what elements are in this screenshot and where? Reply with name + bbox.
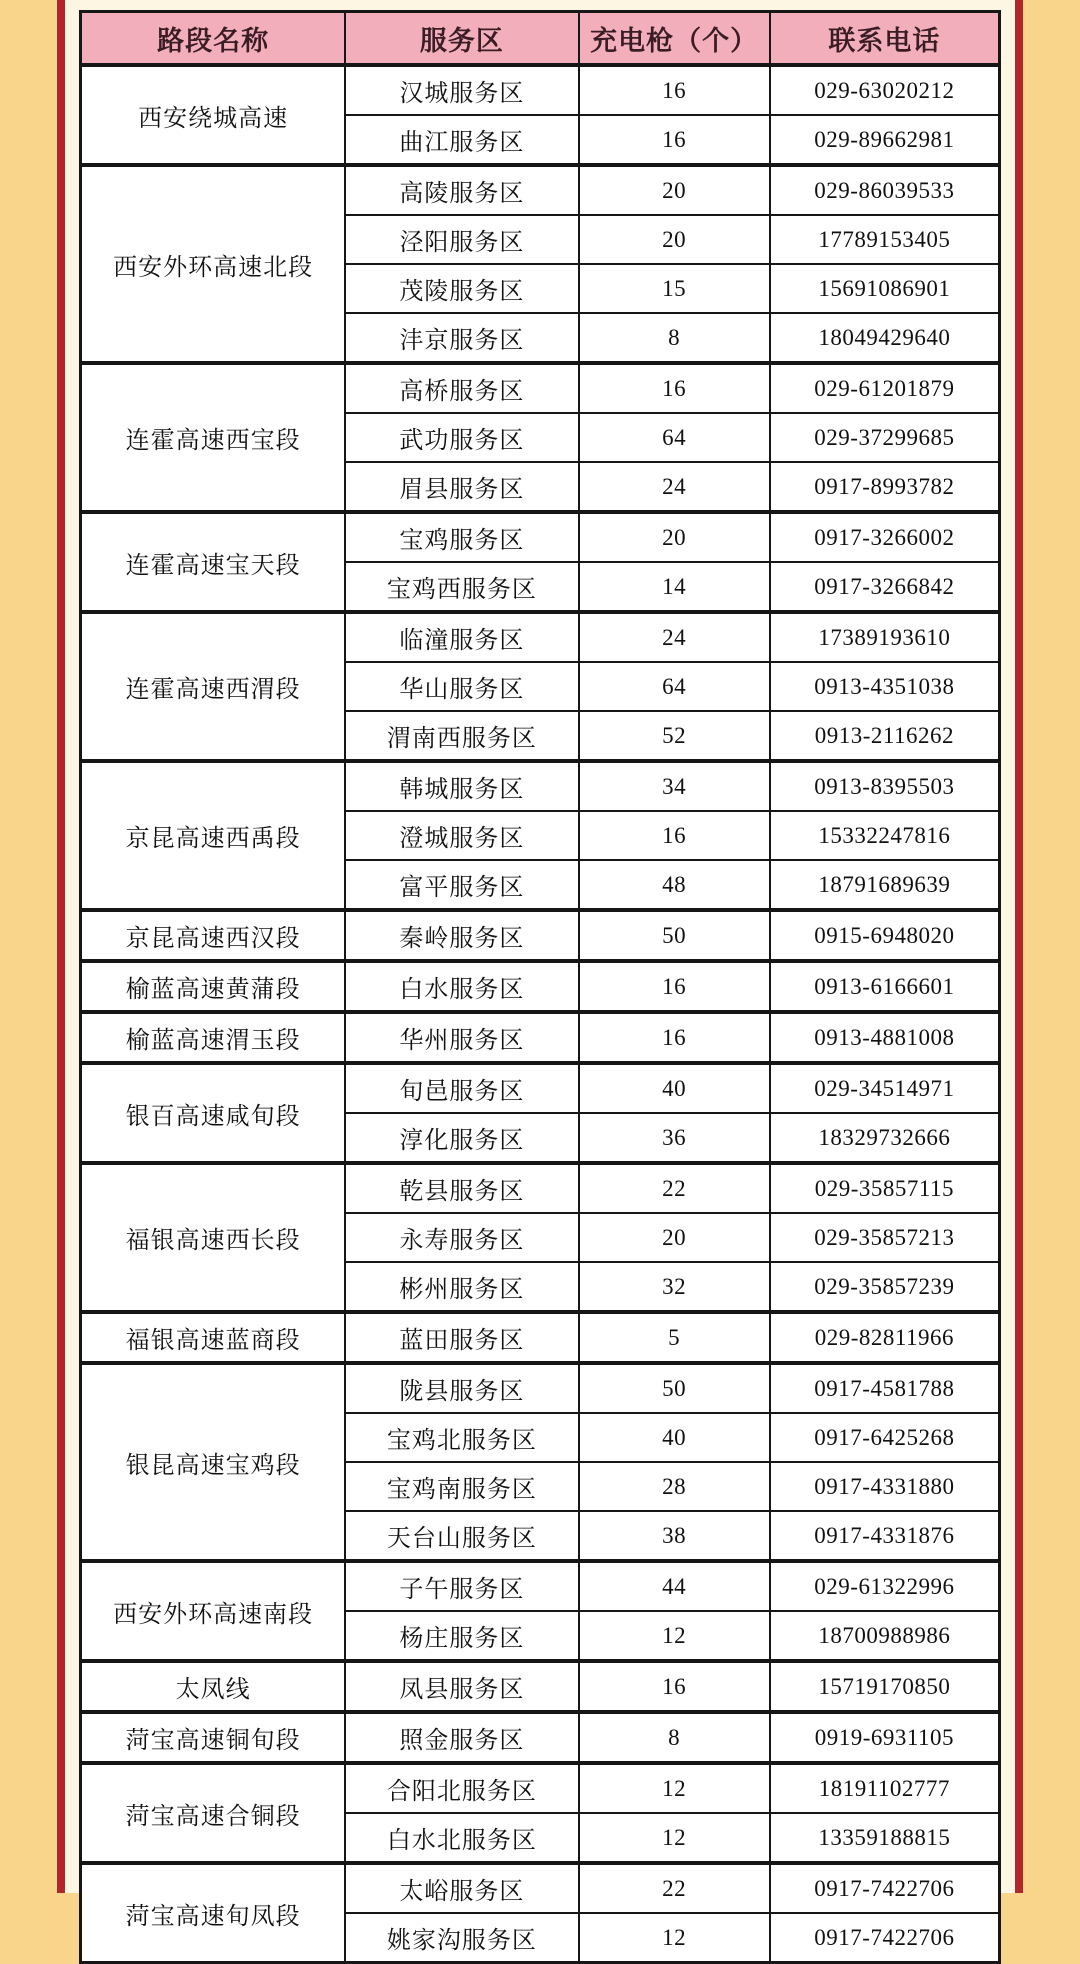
content-panel [57,0,1023,1954]
charging-stations-table [79,10,1001,1964]
gun-count-cell: 24 [579,462,770,512]
gun-count-cell: 32 [579,1262,770,1312]
road-section-cell: 菏宝高速合铜段 [81,1763,346,1863]
phone-cell: 0915-6948020 [770,910,1000,961]
table-header-row [81,12,1000,66]
road-section-cell: 西安绕城高速 [81,65,346,165]
service-area-cell: 渭南西服务区 [345,711,578,761]
phone-cell: 029-82811966 [770,1312,1000,1363]
column-header: 充电枪（个） [579,12,770,66]
gun-count-cell: 12 [579,1763,770,1813]
road-section-cell: 西安外环高速北段 [81,165,346,363]
phone-cell: 0917-7422706 [770,1913,1000,1963]
phone-cell: 15332247816 [770,811,1000,860]
gun-count-cell: 22 [579,1863,770,1913]
service-area-cell: 宝鸡西服务区 [345,562,578,612]
table-row [81,1312,1000,1363]
gun-count-cell: 16 [579,961,770,1012]
table-row [81,1712,1000,1763]
table-row [81,1863,1000,1913]
service-area-cell: 华州服务区 [345,1012,578,1063]
road-section-cell: 京昆高速西禹段 [81,761,346,910]
table-row [81,761,1000,811]
phone-cell: 0919-6931105 [770,1712,1000,1763]
table-row [81,910,1000,961]
service-area-cell: 高陵服务区 [345,165,578,215]
phone-cell: 0917-4581788 [770,1363,1000,1413]
service-area-cell: 武功服务区 [345,413,578,462]
gun-count-cell: 22 [579,1163,770,1213]
phone-cell: 0917-7422706 [770,1863,1000,1913]
road-section-cell: 连霍高速西宝段 [81,363,346,512]
service-area-cell: 凤县服务区 [345,1661,578,1712]
gun-count-cell: 40 [579,1063,770,1113]
phone-cell: 029-86039533 [770,165,1000,215]
service-area-cell: 太峪服务区 [345,1863,578,1913]
phone-cell: 17789153405 [770,215,1000,264]
table-row [81,65,1000,115]
service-area-cell: 高桥服务区 [345,363,578,413]
phone-cell: 0917-6425268 [770,1413,1000,1462]
phone-cell: 0913-6166601 [770,961,1000,1012]
gun-count-cell: 40 [579,1413,770,1462]
gun-count-cell: 14 [579,562,770,612]
phone-cell: 18791689639 [770,860,1000,910]
service-area-cell: 照金服务区 [345,1712,578,1763]
table-row [81,1661,1000,1712]
gun-count-cell: 20 [579,215,770,264]
service-area-cell: 天台山服务区 [345,1511,578,1561]
service-area-cell: 富平服务区 [345,860,578,910]
service-area-cell: 白水北服务区 [345,1813,578,1863]
gun-count-cell: 48 [579,860,770,910]
gun-count-cell: 12 [579,1913,770,1963]
service-area-cell: 曲江服务区 [345,115,578,165]
table-row [81,1763,1000,1813]
table-row [81,165,1000,215]
phone-cell: 0917-8993782 [770,462,1000,512]
table-body [81,65,1000,1963]
road-section-cell: 福银高速西长段 [81,1163,346,1312]
service-area-cell: 永寿服务区 [345,1213,578,1262]
phone-cell: 18049429640 [770,313,1000,363]
service-area-cell: 白水服务区 [345,961,578,1012]
phone-cell: 18191102777 [770,1763,1000,1813]
phone-cell: 029-34514971 [770,1063,1000,1113]
service-area-cell: 秦岭服务区 [345,910,578,961]
service-area-cell: 合阳北服务区 [345,1763,578,1813]
road-section-cell: 连霍高速宝天段 [81,512,346,612]
phone-cell: 18700988986 [770,1611,1000,1661]
phone-cell: 029-37299685 [770,413,1000,462]
phone-cell: 0917-4331876 [770,1511,1000,1561]
phone-cell: 0913-4881008 [770,1012,1000,1063]
service-area-cell: 泾阳服务区 [345,215,578,264]
phone-cell: 0913-4351038 [770,662,1000,711]
service-area-cell: 宝鸡北服务区 [345,1413,578,1462]
service-area-cell: 沣京服务区 [345,313,578,363]
phone-cell: 15691086901 [770,264,1000,313]
phone-cell: 0917-3266842 [770,562,1000,612]
road-section-cell: 榆蓝高速渭玉段 [81,1012,346,1063]
table-row [81,1363,1000,1413]
gun-count-cell: 52 [579,711,770,761]
road-section-cell: 银百高速咸旬段 [81,1063,346,1163]
road-section-cell: 榆蓝高速黄蒲段 [81,961,346,1012]
gun-count-cell: 16 [579,65,770,115]
gun-count-cell: 16 [579,811,770,860]
gun-count-cell: 8 [579,1712,770,1763]
service-area-cell: 茂陵服务区 [345,264,578,313]
phone-cell: 17389193610 [770,612,1000,662]
gun-count-cell: 16 [579,1661,770,1712]
service-area-cell: 杨庄服务区 [345,1611,578,1661]
road-section-cell: 京昆高速西汉段 [81,910,346,961]
gun-count-cell: 50 [579,910,770,961]
road-section-cell: 西安外环高速南段 [81,1561,346,1661]
phone-cell: 029-89662981 [770,115,1000,165]
gun-count-cell: 38 [579,1511,770,1561]
phone-cell: 0913-2116262 [770,711,1000,761]
gun-count-cell: 16 [579,115,770,165]
service-area-cell: 眉县服务区 [345,462,578,512]
service-area-cell: 韩城服务区 [345,761,578,811]
service-area-cell: 华山服务区 [345,662,578,711]
service-area-cell: 陇县服务区 [345,1363,578,1413]
service-area-cell: 蓝田服务区 [345,1312,578,1363]
table-row [81,363,1000,413]
gun-count-cell: 24 [579,612,770,662]
phone-cell: 0917-4331880 [770,1462,1000,1511]
service-area-cell: 彬州服务区 [345,1262,578,1312]
service-area-cell: 澄城服务区 [345,811,578,860]
phone-cell: 0913-8395503 [770,761,1000,811]
road-section-cell: 菏宝高速铜旬段 [81,1712,346,1763]
phone-cell: 029-61201879 [770,363,1000,413]
gun-count-cell: 36 [579,1113,770,1163]
phone-cell: 029-35857213 [770,1213,1000,1262]
table-row [81,1063,1000,1113]
table-row [81,612,1000,662]
table-row [81,1163,1000,1213]
column-header: 路段名称 [81,12,346,66]
road-section-cell: 菏宝高速旬凤段 [81,1863,346,1963]
phone-cell: 029-61322996 [770,1561,1000,1611]
road-section-cell: 福银高速蓝商段 [81,1312,346,1363]
service-area-cell: 临潼服务区 [345,612,578,662]
gun-count-cell: 12 [579,1611,770,1661]
phone-cell: 0917-3266002 [770,512,1000,562]
service-area-cell: 淳化服务区 [345,1113,578,1163]
service-area-cell: 宝鸡服务区 [345,512,578,562]
service-area-cell: 姚家沟服务区 [345,1913,578,1963]
gun-count-cell: 20 [579,512,770,562]
table-row [81,1561,1000,1611]
service-area-cell: 宝鸡南服务区 [345,1462,578,1511]
gun-count-cell: 34 [579,761,770,811]
phone-cell: 029-35857115 [770,1163,1000,1213]
column-header: 联系电话 [770,12,1000,66]
gun-count-cell: 12 [579,1813,770,1863]
service-area-cell: 汉城服务区 [345,65,578,115]
phone-cell: 029-63020212 [770,65,1000,115]
road-section-cell: 太凤线 [81,1661,346,1712]
gun-count-cell: 8 [579,313,770,363]
gun-count-cell: 50 [579,1363,770,1413]
table-row [81,512,1000,562]
gun-count-cell: 64 [579,662,770,711]
phone-cell: 029-35857239 [770,1262,1000,1312]
gun-count-cell: 16 [579,363,770,413]
road-section-cell: 连霍高速西渭段 [81,612,346,761]
gun-count-cell: 44 [579,1561,770,1611]
gun-count-cell: 5 [579,1312,770,1363]
service-area-cell: 乾县服务区 [345,1163,578,1213]
gun-count-cell: 20 [579,1213,770,1262]
service-area-cell: 子午服务区 [345,1561,578,1611]
phone-cell: 18329732666 [770,1113,1000,1163]
phone-cell: 13359188815 [770,1813,1000,1863]
gun-count-cell: 20 [579,165,770,215]
phone-cell: 15719170850 [770,1661,1000,1712]
road-section-cell: 银昆高速宝鸡段 [81,1363,346,1561]
table-row [81,1012,1000,1063]
service-area-cell: 旬邑服务区 [345,1063,578,1113]
table-row [81,961,1000,1012]
gun-count-cell: 28 [579,1462,770,1511]
gun-count-cell: 15 [579,264,770,313]
gun-count-cell: 64 [579,413,770,462]
gun-count-cell: 16 [579,1012,770,1063]
column-header: 服务区 [345,12,578,66]
